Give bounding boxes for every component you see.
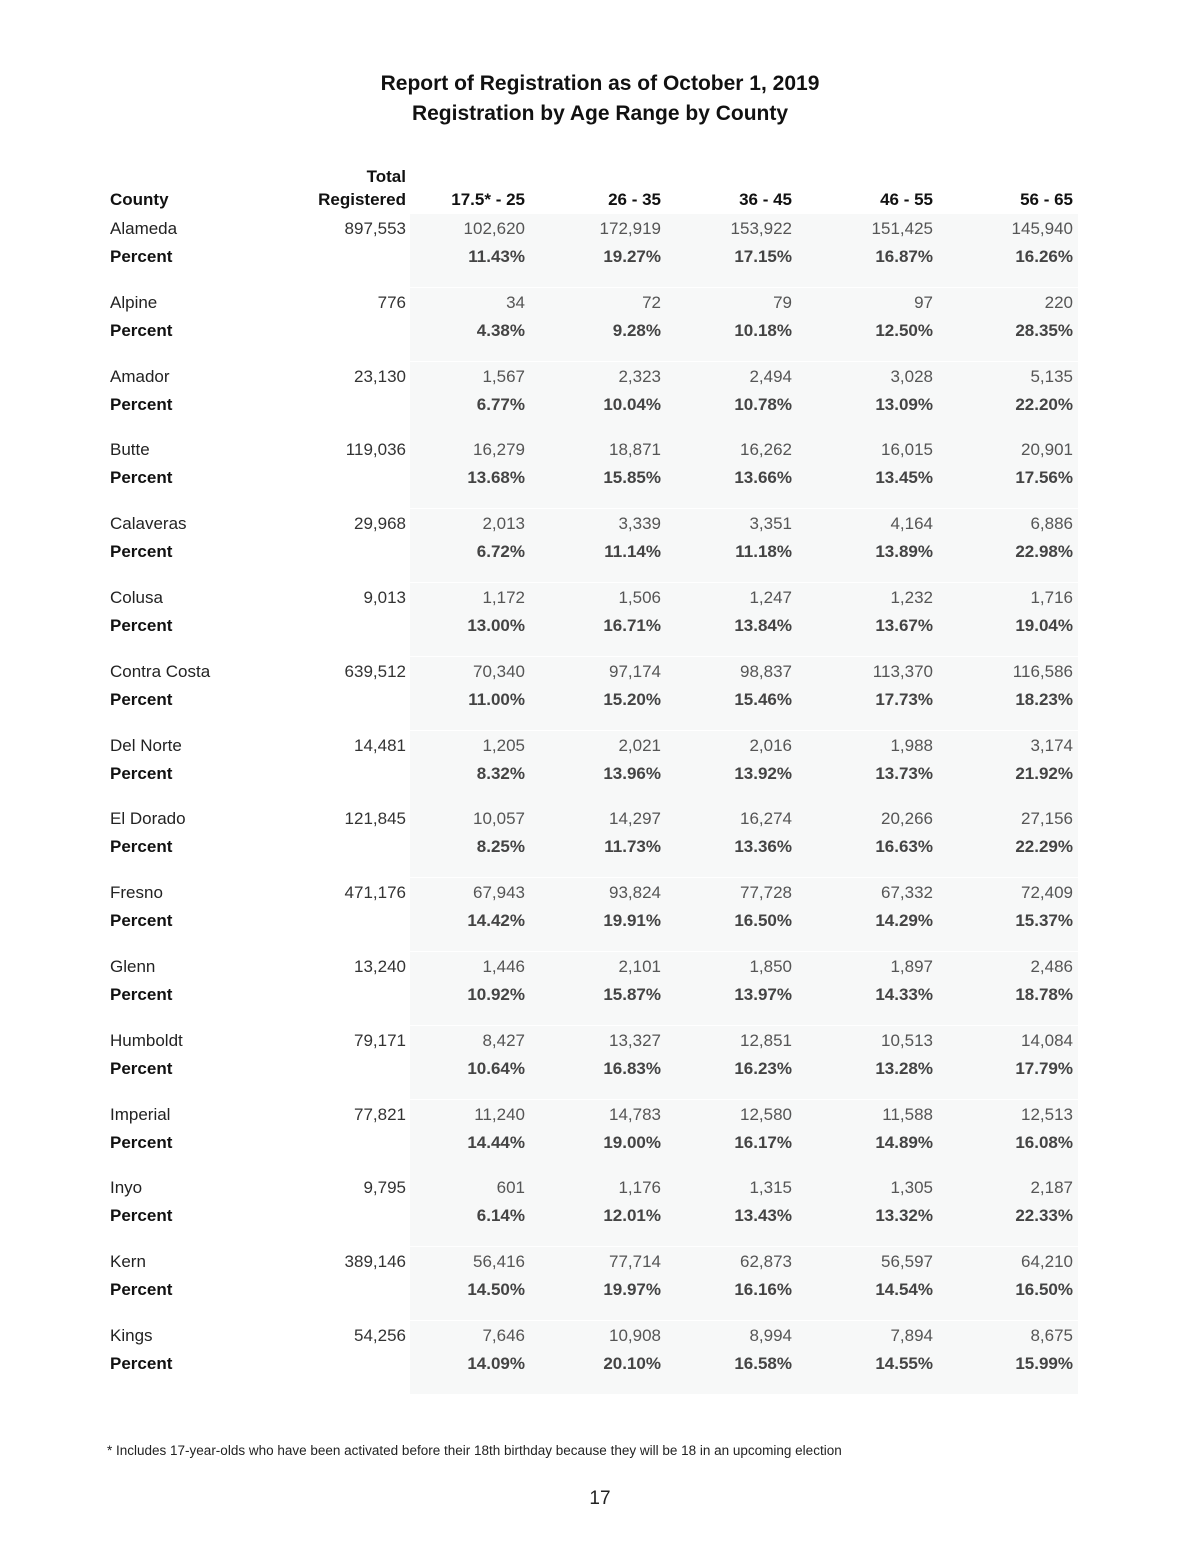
- age-range-percent: 10.04%: [603, 395, 661, 414]
- age-range-percent: 13.32%: [875, 1206, 933, 1225]
- age-range-percent: 13.89%: [875, 542, 933, 561]
- age-range-count: 14,084: [1021, 1031, 1073, 1050]
- age-range-count: 8,675: [1030, 1326, 1073, 1345]
- county-name: Contra Costa: [110, 662, 211, 681]
- age-range-count: 8,427: [482, 1031, 525, 1050]
- age-range-percent: 17.56%: [1015, 468, 1073, 487]
- age-range-percent: 14.50%: [467, 1280, 525, 1299]
- age-range-percent: 6.14%: [476, 1206, 525, 1225]
- age-range-count: 16,274: [740, 809, 792, 828]
- age-range-count: 601: [496, 1178, 525, 1197]
- percent-label: Percent: [110, 985, 173, 1004]
- age-range-count: 2,187: [1030, 1178, 1073, 1197]
- age-range-count: 151,425: [871, 219, 933, 238]
- county-name: Colusa: [110, 588, 163, 607]
- column-header-age-range: 26 - 35: [608, 190, 661, 209]
- county-name: Kern: [110, 1252, 146, 1271]
- column-header-age-range: 36 - 45: [739, 190, 792, 209]
- age-range-percent: 13.45%: [875, 468, 933, 487]
- county-name: Calaveras: [110, 514, 187, 533]
- age-range-percent: 16.50%: [1015, 1280, 1073, 1299]
- percent-label: Percent: [110, 1133, 173, 1152]
- age-range-count: 12,851: [740, 1031, 792, 1050]
- age-range-count: 3,339: [618, 514, 661, 533]
- age-range-count: 2,016: [749, 736, 792, 755]
- age-range-count: 1,205: [482, 736, 525, 755]
- total-registered: 9,013: [363, 588, 406, 607]
- county-name: Butte: [110, 440, 150, 459]
- age-range-percent: 18.78%: [1015, 985, 1073, 1004]
- age-range-percent: 15.99%: [1015, 1354, 1073, 1373]
- percent-label: Percent: [110, 1354, 173, 1373]
- age-range-count: 16,015: [881, 440, 933, 459]
- age-range-count: 1,232: [890, 588, 933, 607]
- age-range-count: 34: [506, 293, 525, 312]
- age-range-count: 12,580: [740, 1105, 792, 1124]
- age-range-percent: 16.23%: [734, 1059, 792, 1078]
- age-range-count: 97,174: [609, 662, 661, 681]
- age-range-count: 1,247: [749, 588, 792, 607]
- column-header-total-line2: Registered: [318, 190, 406, 209]
- age-range-count: 79: [773, 293, 792, 312]
- age-range-count: 67,332: [881, 883, 933, 902]
- age-range-count: 2,494: [749, 367, 792, 386]
- age-range-count: 27,156: [1021, 809, 1073, 828]
- percent-label: Percent: [110, 1059, 173, 1078]
- age-range-count: 1,176: [618, 1178, 661, 1197]
- age-range-count: 70,340: [473, 662, 525, 681]
- age-range-percent: 13.68%: [467, 468, 525, 487]
- age-range-count: 72,409: [1021, 883, 1073, 902]
- age-range-count: 7,894: [890, 1326, 933, 1345]
- age-range-percent: 13.73%: [875, 764, 933, 783]
- age-range-count: 1,506: [618, 588, 661, 607]
- age-range-count: 3,351: [749, 514, 792, 533]
- age-range-count: 20,266: [881, 809, 933, 828]
- age-range-percent: 13.09%: [875, 395, 933, 414]
- age-range-count: 1,315: [749, 1178, 792, 1197]
- age-range-count: 10,908: [609, 1326, 661, 1345]
- age-range-count: 116,586: [1012, 662, 1073, 681]
- age-range-percent: 11.14%: [604, 542, 661, 561]
- age-range-percent: 10.92%: [467, 985, 525, 1004]
- footnote: * Includes 17-year-olds who have been activated before their 18th birthday because they will be 18 in an upcoming election: [107, 1443, 842, 1458]
- age-range-count: 62,873: [740, 1252, 792, 1271]
- age-range-count: 67,943: [473, 883, 525, 902]
- column-header-age-range: 56 - 65: [1020, 190, 1073, 209]
- age-range-percent: 9.28%: [612, 321, 661, 340]
- age-range-count: 2,021: [618, 736, 661, 755]
- age-range-percent: 15.46%: [734, 690, 792, 709]
- county-name: Kings: [110, 1326, 153, 1345]
- age-range-percent: 19.97%: [603, 1280, 661, 1299]
- total-registered: 471,176: [344, 883, 406, 902]
- total-registered: 23,130: [354, 367, 406, 386]
- age-range-count: 11,240: [474, 1105, 525, 1124]
- total-registered: 29,968: [354, 514, 406, 533]
- age-range-percent: 21.92%: [1015, 764, 1073, 783]
- percent-label: Percent: [110, 1280, 173, 1299]
- total-registered: 14,481: [354, 736, 406, 755]
- age-range-count: 16,262: [740, 440, 792, 459]
- total-registered: 119,036: [345, 440, 406, 459]
- age-range-percent: 11.00%: [468, 690, 525, 709]
- age-range-percent: 15.37%: [1015, 911, 1073, 930]
- percent-label: Percent: [110, 321, 173, 340]
- age-range-percent: 10.78%: [734, 395, 792, 414]
- age-range-percent: 13.97%: [734, 985, 792, 1004]
- age-range-percent: 13.66%: [734, 468, 792, 487]
- age-range-percent: 12.01%: [603, 1206, 661, 1225]
- report-subtitle: Registration by Age Range by County: [411, 102, 789, 125]
- percent-label: Percent: [110, 911, 173, 930]
- age-range-percent: 19.27%: [603, 247, 661, 266]
- age-range-percent: 16.63%: [875, 837, 933, 856]
- county-name: Humboldt: [110, 1031, 183, 1050]
- age-range-count: 1,716: [1030, 588, 1073, 607]
- column-header-total-line1: Total: [366, 167, 406, 186]
- age-range-count: 1,988: [890, 736, 933, 755]
- age-range-percent: 17.79%: [1015, 1059, 1073, 1078]
- age-range-percent: 13.43%: [734, 1206, 792, 1225]
- age-range-percent: 6.77%: [476, 395, 525, 414]
- age-range-percent: 13.36%: [734, 837, 792, 856]
- age-range-percent: 15.87%: [603, 985, 661, 1004]
- column-header-age-range: 17.5* - 25: [451, 190, 525, 209]
- age-range-count: 16,279: [473, 440, 525, 459]
- age-range-count: 98,837: [740, 662, 792, 681]
- age-range-count: 14,783: [609, 1105, 661, 1124]
- age-range-percent: 14.44%: [467, 1133, 525, 1152]
- age-range-percent: 14.33%: [875, 985, 933, 1004]
- age-range-percent: 19.04%: [1015, 616, 1073, 635]
- age-range-count: 2,323: [618, 367, 661, 386]
- age-range-count: 56,597: [881, 1252, 933, 1271]
- report-title: Report of Registration as of October 1, 2019: [380, 72, 820, 95]
- percent-label: Percent: [110, 1206, 173, 1225]
- age-range-percent: 13.92%: [734, 764, 792, 783]
- age-range-count: 4,164: [890, 514, 933, 533]
- age-range-percent: 16.16%: [734, 1280, 792, 1299]
- county-name: El Dorado: [110, 809, 186, 828]
- percent-label: Percent: [110, 837, 173, 856]
- county-name: Alameda: [110, 219, 178, 238]
- age-range-count: 13,327: [609, 1031, 661, 1050]
- county-name: Imperial: [110, 1105, 171, 1124]
- age-range-count: 2,013: [482, 514, 525, 533]
- age-range-percent: 11.43%: [468, 247, 525, 266]
- age-range-count: 14,297: [609, 809, 661, 828]
- age-range-percent: 22.98%: [1015, 542, 1073, 561]
- age-range-count: 8,994: [749, 1326, 792, 1345]
- age-range-percent: 12.50%: [875, 321, 933, 340]
- total-registered: 639,512: [344, 662, 406, 681]
- age-range-count: 10,513: [881, 1031, 933, 1050]
- total-registered: 389,146: [344, 1252, 406, 1271]
- county-name: Fresno: [110, 883, 163, 902]
- age-range-percent: 16.71%: [603, 616, 661, 635]
- percent-label: Percent: [110, 690, 173, 709]
- age-range-percent: 8.32%: [476, 764, 525, 783]
- age-range-count: 6,886: [1030, 514, 1073, 533]
- age-range-count: 77,728: [740, 883, 792, 902]
- age-range-count: 12,513: [1021, 1105, 1073, 1124]
- age-range-percent: 14.29%: [875, 911, 933, 930]
- age-range-count: 1,305: [890, 1178, 933, 1197]
- age-range-percent: 15.20%: [603, 690, 661, 709]
- age-range-percent: 13.67%: [875, 616, 933, 635]
- age-range-count: 2,486: [1030, 957, 1073, 976]
- age-range-percent: 16.08%: [1015, 1133, 1073, 1152]
- age-range-percent: 6.72%: [476, 542, 525, 561]
- age-range-percent: 28.35%: [1015, 321, 1073, 340]
- total-registered: 9,795: [363, 1178, 406, 1197]
- age-range-count: 56,416: [473, 1252, 525, 1271]
- age-range-percent: 13.28%: [875, 1059, 933, 1078]
- total-registered: 79,171: [354, 1031, 406, 1050]
- age-range-percent: 17.15%: [734, 247, 792, 266]
- age-range-percent: 16.87%: [875, 247, 933, 266]
- age-range-count: 1,897: [890, 957, 933, 976]
- percent-label: Percent: [110, 542, 173, 561]
- age-range-count: 10,057: [473, 809, 525, 828]
- county-name: Inyo: [110, 1178, 143, 1197]
- percent-label: Percent: [110, 616, 173, 635]
- age-range-percent: 16.58%: [734, 1354, 792, 1373]
- age-range-count: 220: [1044, 293, 1073, 312]
- total-registered: 54,256: [354, 1326, 406, 1345]
- age-range-percent: 4.38%: [476, 321, 525, 340]
- age-range-count: 20,901: [1021, 440, 1073, 459]
- age-range-percent: 20.10%: [603, 1354, 661, 1373]
- age-range-percent: 10.64%: [467, 1059, 525, 1078]
- age-range-count: 3,028: [890, 367, 933, 386]
- age-range-count: 1,850: [749, 957, 792, 976]
- age-range-percent: 16.17%: [734, 1133, 792, 1152]
- age-range-percent: 8.25%: [476, 837, 525, 856]
- percent-label: Percent: [110, 764, 173, 783]
- percent-label: Percent: [110, 395, 173, 414]
- age-range-percent: 16.26%: [1015, 247, 1073, 266]
- page-number: 17: [589, 1488, 611, 1509]
- age-range-count: 2,101: [618, 957, 661, 976]
- age-range-count: 1,567: [482, 367, 525, 386]
- age-range-count: 145,940: [1011, 219, 1073, 238]
- column-header-county: County: [110, 190, 169, 209]
- total-registered: 897,553: [344, 219, 406, 238]
- age-range-percent: 11.18%: [735, 542, 792, 561]
- age-range-count: 97: [914, 293, 933, 312]
- age-range-percent: 14.42%: [467, 911, 525, 930]
- age-range-count: 172,919: [599, 219, 661, 238]
- age-range-percent: 16.50%: [734, 911, 792, 930]
- age-range-count: 113,370: [872, 662, 933, 681]
- column-header-age-range: 46 - 55: [880, 190, 933, 209]
- age-range-percent: 22.29%: [1015, 837, 1073, 856]
- age-range-count: 11,588: [882, 1105, 933, 1124]
- county-name: Del Norte: [110, 736, 182, 755]
- age-range-percent: 10.18%: [734, 321, 792, 340]
- age-range-percent: 13.00%: [467, 616, 525, 635]
- age-range-percent: 14.54%: [875, 1280, 933, 1299]
- age-range-percent: 18.23%: [1015, 690, 1073, 709]
- age-range-percent: 11.73%: [604, 837, 661, 856]
- county-name: Glenn: [110, 957, 156, 976]
- age-range-percent: 22.33%: [1015, 1206, 1073, 1225]
- age-range-percent: 19.91%: [603, 911, 661, 930]
- age-range-count: 77,714: [609, 1252, 661, 1271]
- age-range-count: 5,135: [1030, 367, 1073, 386]
- county-name: Amador: [110, 367, 170, 386]
- age-range-percent: 13.84%: [734, 616, 792, 635]
- age-range-count: 153,922: [730, 219, 792, 238]
- age-range-percent: 14.09%: [467, 1354, 525, 1373]
- age-range-percent: 17.73%: [875, 690, 933, 709]
- age-range-percent: 16.83%: [603, 1059, 661, 1078]
- age-range-count: 1,172: [482, 588, 525, 607]
- age-range-percent: 14.55%: [875, 1354, 933, 1373]
- total-registered: 77,821: [354, 1105, 406, 1124]
- age-range-count: 1,446: [482, 957, 525, 976]
- age-range-count: 72: [642, 293, 661, 312]
- total-registered: 776: [377, 293, 406, 312]
- age-range-count: 93,824: [609, 883, 661, 902]
- total-registered: 121,845: [344, 809, 406, 828]
- percent-label: Percent: [110, 468, 173, 487]
- age-range-percent: 19.00%: [603, 1133, 661, 1152]
- age-range-count: 64,210: [1021, 1252, 1073, 1271]
- age-range-count: 3,174: [1030, 736, 1073, 755]
- age-range-count: 102,620: [463, 219, 525, 238]
- age-range-percent: 22.20%: [1015, 395, 1073, 414]
- age-range-percent: 13.96%: [603, 764, 661, 783]
- age-range-percent: 14.89%: [875, 1133, 933, 1152]
- county-name: Alpine: [110, 293, 158, 312]
- age-range-count: 18,871: [609, 440, 661, 459]
- percent-label: Percent: [110, 247, 173, 266]
- age-range-percent: 15.85%: [603, 468, 661, 487]
- total-registered: 13,240: [354, 957, 406, 976]
- age-range-count: 7,646: [482, 1326, 525, 1345]
